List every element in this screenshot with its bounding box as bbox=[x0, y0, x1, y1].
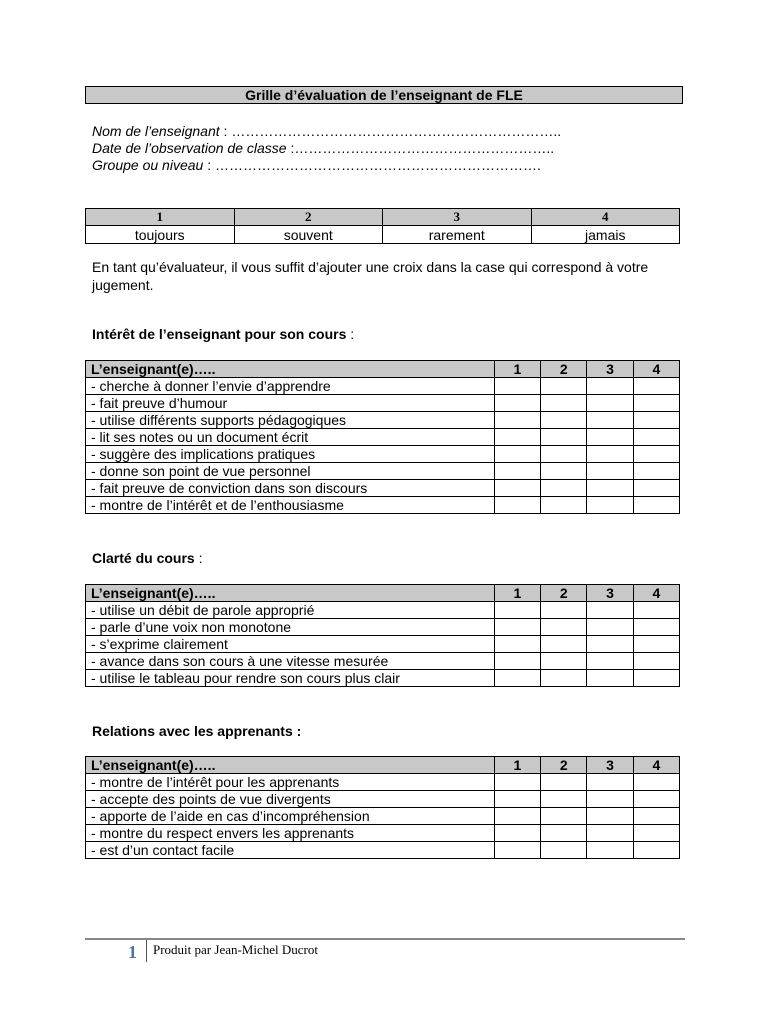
rating-cell[interactable] bbox=[494, 653, 540, 670]
observation-date-field: Date de l’observation de classe :……………………………………………….. bbox=[92, 140, 555, 156]
rating-cell[interactable] bbox=[494, 774, 540, 791]
instructions: En tant qu’évaluateur, il vous suffit d’ajouter une croix dans la case qui correspond à votre jugement. bbox=[92, 259, 649, 293]
scale-labels-row bbox=[86, 226, 680, 244]
rating-cell[interactable] bbox=[587, 463, 633, 480]
rating-cell[interactable] bbox=[541, 842, 587, 859]
rating-cell[interactable] bbox=[633, 395, 679, 412]
table-row bbox=[86, 429, 680, 446]
criterion-label: - parle d’une voix non monotone bbox=[86, 619, 495, 636]
rating-cell[interactable] bbox=[541, 636, 587, 653]
table-row bbox=[86, 378, 680, 395]
rating-cell[interactable] bbox=[633, 480, 679, 497]
rating-cell[interactable] bbox=[587, 619, 633, 636]
criterion-label: - accepte des points de vue divergents bbox=[86, 791, 495, 808]
rating-cell[interactable] bbox=[494, 670, 540, 687]
scale-number: 2 bbox=[234, 209, 383, 226]
table-row bbox=[86, 808, 680, 825]
rating-cell[interactable] bbox=[633, 636, 679, 653]
rating-cell[interactable] bbox=[494, 791, 540, 808]
rating-cell[interactable] bbox=[633, 670, 679, 687]
footer-credit: Produit par Jean-Michel Ducrot bbox=[153, 942, 318, 957]
rating-cell[interactable] bbox=[494, 808, 540, 825]
table-row bbox=[86, 619, 680, 636]
criterion-label: - cherche à donner l’envie d’apprendre bbox=[86, 378, 495, 395]
relations-table bbox=[85, 756, 680, 859]
rating-cell[interactable] bbox=[633, 429, 679, 446]
table-row bbox=[86, 497, 680, 514]
column-header-score: 1 bbox=[494, 757, 540, 774]
rating-cell[interactable] bbox=[541, 412, 587, 429]
rating-cell[interactable] bbox=[541, 446, 587, 463]
column-header-score: 4 bbox=[633, 585, 679, 602]
footer-separator bbox=[146, 940, 147, 962]
scale-number: 1 bbox=[86, 209, 235, 226]
criterion-label: - lit ses notes ou un document écrit bbox=[86, 429, 495, 446]
criterion-label: - fait preuve d’humour bbox=[86, 395, 495, 412]
criterion-label: - est d’un contact facile bbox=[86, 842, 495, 859]
teacher-name-field: Nom de l’enseignant : …………………………………………………………….. bbox=[92, 123, 562, 139]
rating-cell[interactable] bbox=[541, 602, 587, 619]
criterion-label: - apporte de l’aide en cas d’incompréhension bbox=[86, 808, 495, 825]
rating-cell[interactable] bbox=[494, 825, 540, 842]
rating-cell[interactable] bbox=[633, 378, 679, 395]
rating-cell[interactable] bbox=[587, 774, 633, 791]
table-row bbox=[86, 446, 680, 463]
column-header-score: 4 bbox=[633, 361, 679, 378]
rating-cell[interactable] bbox=[541, 480, 587, 497]
rating-cell[interactable] bbox=[587, 825, 633, 842]
rating-cell[interactable] bbox=[541, 774, 587, 791]
rating-cell[interactable] bbox=[633, 446, 679, 463]
rating-cell[interactable] bbox=[587, 670, 633, 687]
criterion-label: - utilise le tableau pour rendre son cours plus clair bbox=[86, 670, 495, 687]
criterion-label: - montre de l’intérêt pour les apprenants bbox=[86, 774, 495, 791]
rating-cell[interactable] bbox=[541, 808, 587, 825]
rating-cell[interactable] bbox=[541, 395, 587, 412]
rating-cell[interactable] bbox=[494, 636, 540, 653]
column-header-score: 2 bbox=[541, 361, 587, 378]
section-title-relations: Relations avec les apprenants : bbox=[92, 723, 302, 739]
rating-cell[interactable] bbox=[494, 480, 540, 497]
rating-cell[interactable] bbox=[494, 429, 540, 446]
criterion-label: - avance dans son cours à une vitesse mesurée bbox=[86, 653, 495, 670]
column-header-score: 2 bbox=[541, 585, 587, 602]
rating-cell[interactable] bbox=[494, 463, 540, 480]
rating-cell[interactable] bbox=[541, 497, 587, 514]
rating-cell[interactable] bbox=[587, 808, 633, 825]
rating-cell[interactable] bbox=[541, 670, 587, 687]
rating-cell[interactable] bbox=[541, 825, 587, 842]
table-row bbox=[86, 774, 680, 791]
scale-numbers-row bbox=[86, 209, 680, 226]
rating-cell[interactable] bbox=[633, 825, 679, 842]
table-row bbox=[86, 825, 680, 842]
scale-number: 3 bbox=[383, 209, 532, 226]
criterion-label: - donne son point de vue personnel bbox=[86, 463, 495, 480]
rating-cell[interactable] bbox=[541, 619, 587, 636]
rating-cell[interactable] bbox=[494, 395, 540, 412]
rating-cell[interactable] bbox=[494, 497, 540, 514]
rating-cell[interactable] bbox=[633, 412, 679, 429]
rating-cell[interactable] bbox=[587, 446, 633, 463]
interest-table bbox=[85, 360, 680, 514]
page-title: Grille d’évaluation de l’enseignant de FLE bbox=[85, 86, 683, 104]
section-title-interest: Intérêt de l’enseignant pour son cours : bbox=[92, 326, 355, 342]
rating-cell[interactable] bbox=[587, 412, 633, 429]
table-row bbox=[86, 412, 680, 429]
table-header-row bbox=[86, 585, 680, 602]
rating-cell[interactable] bbox=[587, 497, 633, 514]
rating-cell[interactable] bbox=[541, 429, 587, 446]
footer-divider bbox=[85, 938, 685, 940]
criterion-label: - montre du respect envers les apprenants bbox=[86, 825, 495, 842]
table-row bbox=[86, 670, 680, 687]
table-row bbox=[86, 463, 680, 480]
criterion-label: - suggère des implications pratiques bbox=[86, 446, 495, 463]
column-header-score: 4 bbox=[633, 757, 679, 774]
criterion-label: - utilise un débit de parole approprié bbox=[86, 602, 495, 619]
rating-cell[interactable] bbox=[587, 395, 633, 412]
column-header-score: 3 bbox=[587, 585, 633, 602]
rating-cell[interactable] bbox=[633, 842, 679, 859]
rating-cell[interactable] bbox=[541, 653, 587, 670]
table-row bbox=[86, 480, 680, 497]
rating-cell[interactable] bbox=[541, 791, 587, 808]
rating-cell[interactable] bbox=[587, 429, 633, 446]
rating-cell[interactable] bbox=[587, 480, 633, 497]
column-header-teacher: L’enseignant(e)….. bbox=[86, 585, 495, 602]
column-header-teacher: L’enseignant(e)….. bbox=[86, 757, 495, 774]
rating-cell[interactable] bbox=[587, 378, 633, 395]
rating-cell[interactable] bbox=[633, 497, 679, 514]
table-row bbox=[86, 602, 680, 619]
rating-cell[interactable] bbox=[541, 463, 587, 480]
column-header-teacher: L’enseignant(e)….. bbox=[86, 361, 495, 378]
section-title-clarity: Clarté du cours : bbox=[92, 550, 203, 566]
rating-cell[interactable] bbox=[587, 653, 633, 670]
column-header-score: 2 bbox=[541, 757, 587, 774]
scale-label: souvent bbox=[234, 226, 383, 244]
rating-cell[interactable] bbox=[587, 602, 633, 619]
rating-cell[interactable] bbox=[494, 842, 540, 859]
rating-cell[interactable] bbox=[633, 653, 679, 670]
table-header-row bbox=[86, 757, 680, 774]
scale-label: jamais bbox=[531, 226, 680, 244]
scale-label: toujours bbox=[86, 226, 235, 244]
rating-cell[interactable] bbox=[494, 602, 540, 619]
rating-cell[interactable] bbox=[633, 774, 679, 791]
column-header-score: 3 bbox=[587, 757, 633, 774]
table-row bbox=[86, 791, 680, 808]
criterion-label: - fait preuve de conviction dans son discours bbox=[86, 480, 495, 497]
table-row bbox=[86, 636, 680, 653]
rating-cell[interactable] bbox=[633, 463, 679, 480]
clarity-table bbox=[85, 584, 680, 687]
rating-cell[interactable] bbox=[633, 619, 679, 636]
table-row bbox=[86, 395, 680, 412]
rating-cell[interactable] bbox=[494, 446, 540, 463]
info-fields bbox=[92, 123, 561, 174]
rating-cell[interactable] bbox=[633, 791, 679, 808]
rating-cell[interactable] bbox=[494, 378, 540, 395]
rating-cell[interactable] bbox=[587, 842, 633, 859]
scale-number: 4 bbox=[531, 209, 680, 226]
rating-scale-table bbox=[85, 208, 680, 244]
rating-cell[interactable] bbox=[494, 412, 540, 429]
rating-cell[interactable] bbox=[633, 602, 679, 619]
table-row bbox=[86, 842, 680, 859]
criterion-label: - montre de l’intérêt et de l’enthousiasme bbox=[86, 497, 495, 514]
table-row bbox=[86, 653, 680, 670]
rating-cell[interactable] bbox=[587, 791, 633, 808]
table-header-row bbox=[86, 361, 680, 378]
group-level-field: Groupe ou niveau : ……………………………………………………………. bbox=[92, 157, 541, 173]
criterion-label: - s’exprime clairement bbox=[86, 636, 495, 653]
column-header-score: 1 bbox=[494, 361, 540, 378]
column-header-score: 1 bbox=[494, 585, 540, 602]
rating-cell[interactable] bbox=[541, 378, 587, 395]
rating-cell[interactable] bbox=[494, 619, 540, 636]
scale-label: rarement bbox=[383, 226, 532, 244]
criterion-label: - utilise différents supports pédagogiques bbox=[86, 412, 495, 429]
rating-cell[interactable] bbox=[587, 636, 633, 653]
page-number: 1 bbox=[128, 942, 137, 962]
rating-cell[interactable] bbox=[633, 808, 679, 825]
column-header-score: 3 bbox=[587, 361, 633, 378]
